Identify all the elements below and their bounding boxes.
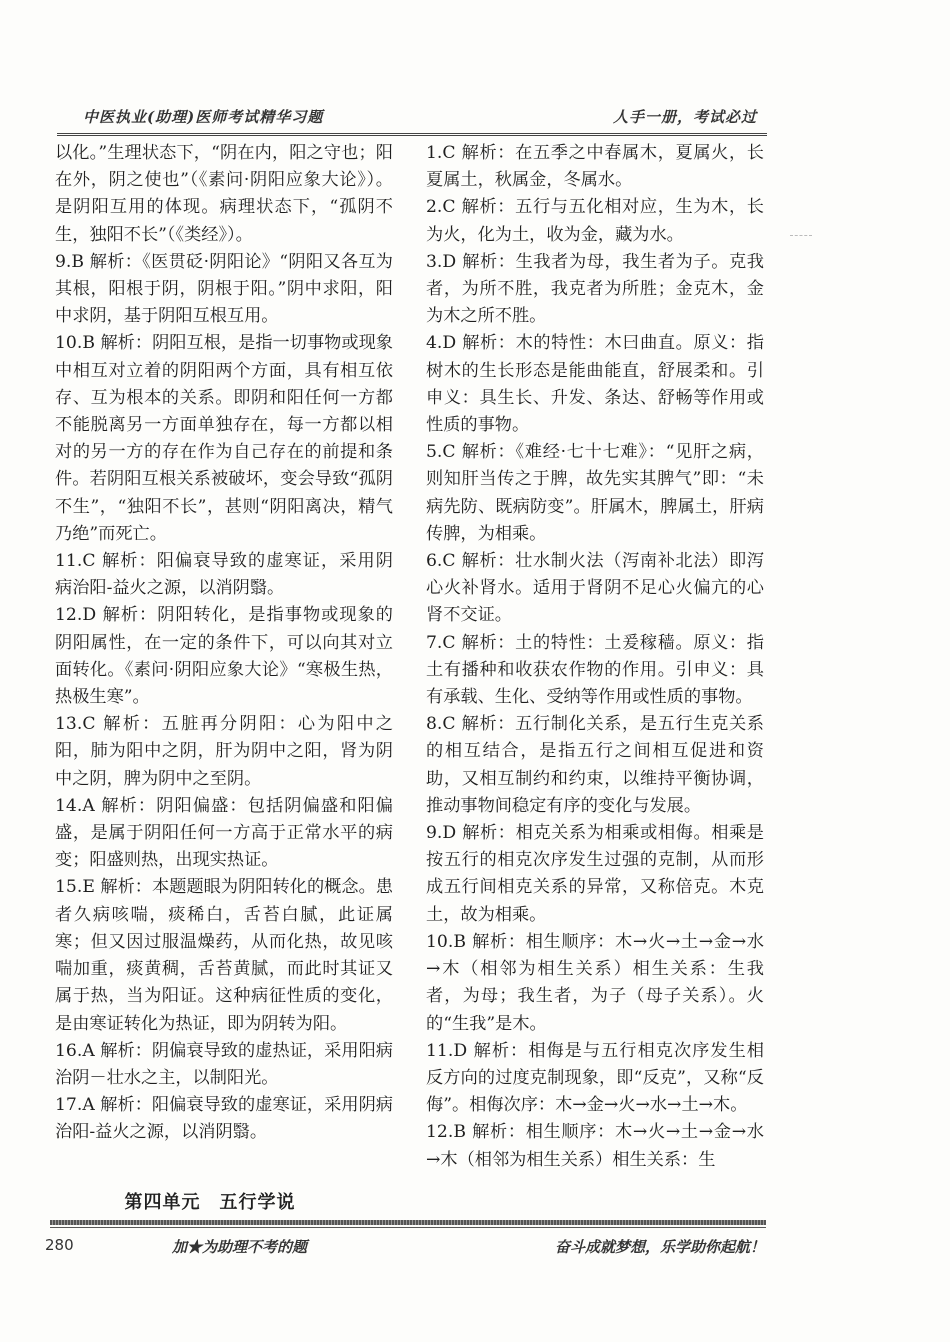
answer-paragraph: 12.D 解析：阴阳转化，是指事物或现象的阴阳属性，在一定的条件下，可以向其对立面转化。《素问·阴阳应象大论》“寒极生热，热极生寒”。 xyxy=(55,605,393,708)
page-number: 280 xyxy=(45,1236,74,1254)
answer-paragraph: 3.D 解析：生我者为母，我生者为子。克我者，为所不胜，我克者为所胜；金克木，金为木之所不胜。 xyxy=(426,251,764,327)
answer-paragraph: 17.A 解析：阳偏衰导致的虚寒证，采用阴病治阳-益火之源，以消阴翳。 xyxy=(55,1095,393,1143)
running-header xyxy=(57,104,767,130)
answer-paragraph: 6.C 解析：壮水制火法（泻南补北法）即泻心火补肾水。适用于肾阴不足心火偏亢的心肾不交证。 xyxy=(426,551,764,626)
footer-slogan: 奋斗成就梦想，乐学助你起航！ xyxy=(554,1238,765,1256)
answer-paragraph: 8.C 解析：五行制化关系，是五行生克关系的相互结合，是指五行之间相互促进和资助，又相互制约和约束，以维持平衡协调，推动事物间稳定有序的变化与发展。 xyxy=(426,714,764,816)
header-slogan: 人手一册，考试必过 xyxy=(612,108,757,126)
answer-paragraph: 1.C 解析：在五季之中春属木，夏属火，长夏属土，秋属金，冬属水。 xyxy=(426,143,764,191)
right-column xyxy=(426,140,764,1174)
answer-paragraph: 12.B 解析：相生顺序：木→火→土→金→水→木（相邻为相生关系）相生关系：生 xyxy=(426,1122,764,1170)
answer-paragraph: 10.B 解析：阴阳互根，是指一切事物或现象中相互对立着的阴阳两个方面，具有相互依存、互为根本的关系。即阴和阳任何一方都不能脱离另一方面单独存在，每一方都以相对的另一方的存在作为自己存在的前提和条件。若阴阳互根关系被破坏，变会导致“孤阴不生”，“独阳不长”，甚则“阴阳离决，精气乃绝”而死亡。 xyxy=(55,333,393,544)
answer-paragraph: 4.D 解析：木的特性：木曰曲直。原义：指树木的生长形态是能曲能直，舒展柔和。引申义：具生长、升发、条达、舒畅等作用或性质的事物。 xyxy=(426,333,764,436)
answer-paragraph: 16.A 解析：阴偏衰导致的虚热证，采用阳病治阴－壮水之主，以制阳光。 xyxy=(55,1040,393,1088)
answer-paragraph: 11.D 解析：相侮是与五行相克次序发生相反方向的过度克制现象，即“反克”，又称“反侮”。相侮次序：木→金→火→水→土→木。 xyxy=(426,1040,764,1116)
answer-paragraph: 7.C 解析：土的特性：土爰稼穑。原义：指土有播种和收获农作物的作用。引申义：具有承载、生化、受纳等作用或性质的事物。 xyxy=(426,632,764,708)
footer-rule xyxy=(50,1220,766,1225)
answer-paragraph: 5.C 解析：《难经·七十七难》：“见肝之病，则知肝当传之于脾，故先实其脾气”即：“未病先防、既病防变”。肝属木，脾属土，肝病传脾，为相乘。 xyxy=(426,442,764,544)
answer-paragraph: 10.B 解析：相生顺序：木→火→土→金→水→木（相邻为相生关系）相生关系：生我者，为母；我生者，为子（母子关系）。火的“生我”是木。 xyxy=(426,931,764,1034)
answer-paragraph: 13.C 解析：五脏再分阴阳：心为阳中之阳，肺为阳中之阴，肝为阴中之阳，肾为阴中之阴，脾为阴中之至阴。 xyxy=(55,714,393,789)
answer-paragraph: 11.C 解析：阳偏衰导致的虚寒证，采用阴病治阳-益火之源，以消阴翳。 xyxy=(55,551,393,599)
answer-paragraph: 14.A 解析：阴阳偏盛：包括阴偏盛和阳偏盛，是属于阴阳任何一方高于正常水平的病变；阳盛则热，出现实热证。 xyxy=(55,795,393,871)
left-column xyxy=(55,140,393,1147)
answer-paragraph: 15.E 解析：本题题眼为阴阳转化的概念。患者久病咳喘，痰稀白，舌苔白腻，此证属寒；但又因过服温燥药，从而化热，故见咳喘加重，痰黄稠，舌苔黄腻，而此时其证又属于热，当为阳证。这种病征性质的变化，是由寒证转化为热证，即为阴转为阳。 xyxy=(55,877,393,1034)
answer-paragraph: 2.C 解析：五行与五化相对应，生为木，长为火，化为土，收为金，藏为水。 xyxy=(426,197,764,245)
answer-paragraph: 9.B 解析：《医贯砭·阴阳论》“阴阳又各互为其根，阳根于阴，阴根于阳。”阴中求阳，阳中求阴，基于阴阳互根互用。 xyxy=(55,251,393,327)
scan-mark xyxy=(790,235,812,236)
answer-paragraph: 9.D 解析：相克关系为相乘或相侮。相乘是按五行的相克次序发生过强的克制，从而形成五行间相克关系的异常，又称倍克。木克土，故为相乘。 xyxy=(426,823,764,925)
section-title: 第四单元 五行学说 xyxy=(124,1192,296,1213)
header-book-title: 中医执业(助理)医师考试精华习题 xyxy=(83,108,324,126)
footer-rule-thin xyxy=(50,1227,766,1228)
answer-paragraph: 以化。”生理状态下，“阴在内，阳之守也；阳在外，阴之使也”（《素问·阴阳应象大论》）。是阴阳互用的体现。病理状态下，“孤阴不生，独阳不长”（《类经》）。 xyxy=(55,143,393,245)
header-rule xyxy=(57,133,767,136)
footer-note: 加★为助理不考的题 xyxy=(172,1238,308,1256)
